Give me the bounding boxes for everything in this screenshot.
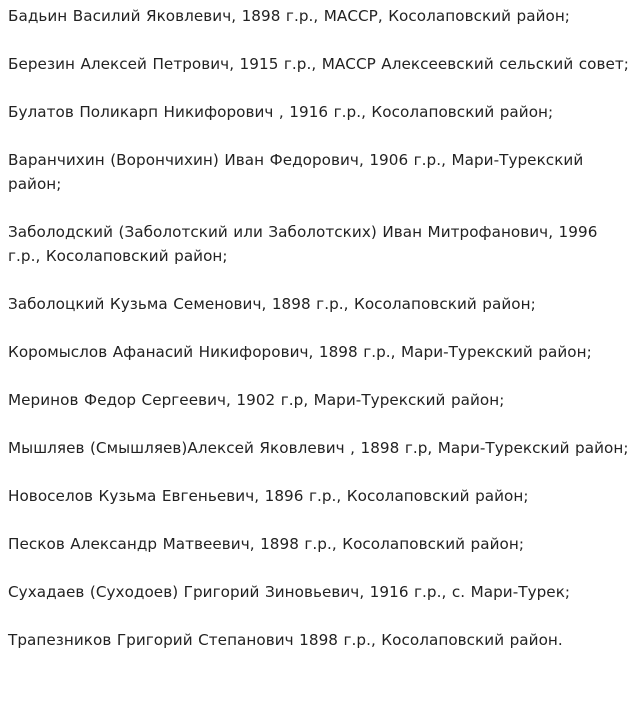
list-item: Булатов Поликарп Никифорович , 1916 г.р., Косолаповский район;: [8, 103, 554, 121]
list-item: Меринов Федор Сергеевич, 1902 г.р, Мари-Турекский район;: [8, 391, 505, 409]
list-item: Трапезников Григорий Степанович 1898 г.р., Косолаповский район.: [8, 631, 563, 649]
list-item: Варанчихин (Ворончихин) Иван Федорович, 1906 г.р., Мари-Турекский район;: [8, 151, 584, 193]
list-item: Березин Алексей Петрович, 1915 г.р., МАССР Алексеевский сельский совет;: [8, 55, 629, 73]
list-item: Песков Александр Матвеевич, 1898 г.р., Косолаповский район;: [8, 535, 524, 553]
list-item: Мышляев (Смышляев)Алексей Яковлевич , 1898 г.р, Мари-Турекский район;: [8, 439, 629, 457]
list-item: Сухадаев (Суходоев) Григорий Зиновьевич, 1916 г.р., с. Мари-Турек;: [8, 583, 571, 601]
list-item: Заболодский (Заболотский или Заболотских) Иван Митрофанович, 1996 г.р., Косолаповский район;: [8, 223, 598, 265]
list-item: Коромыслов Афанасий Никифорович, 1898 г.р., Мари-Турекский район;: [8, 343, 592, 361]
list-item: Бадьин Василий Яковлевич, 1898 г.р., МАССР, Косолаповский район;: [8, 7, 570, 25]
list-item: Новоселов Кузьма Евгеньевич, 1896 г.р., Косолаповский район;: [8, 487, 529, 505]
list-item: Заболоцкий Кузьма Семенович, 1898 г.р., Косолаповский район;: [8, 295, 536, 313]
